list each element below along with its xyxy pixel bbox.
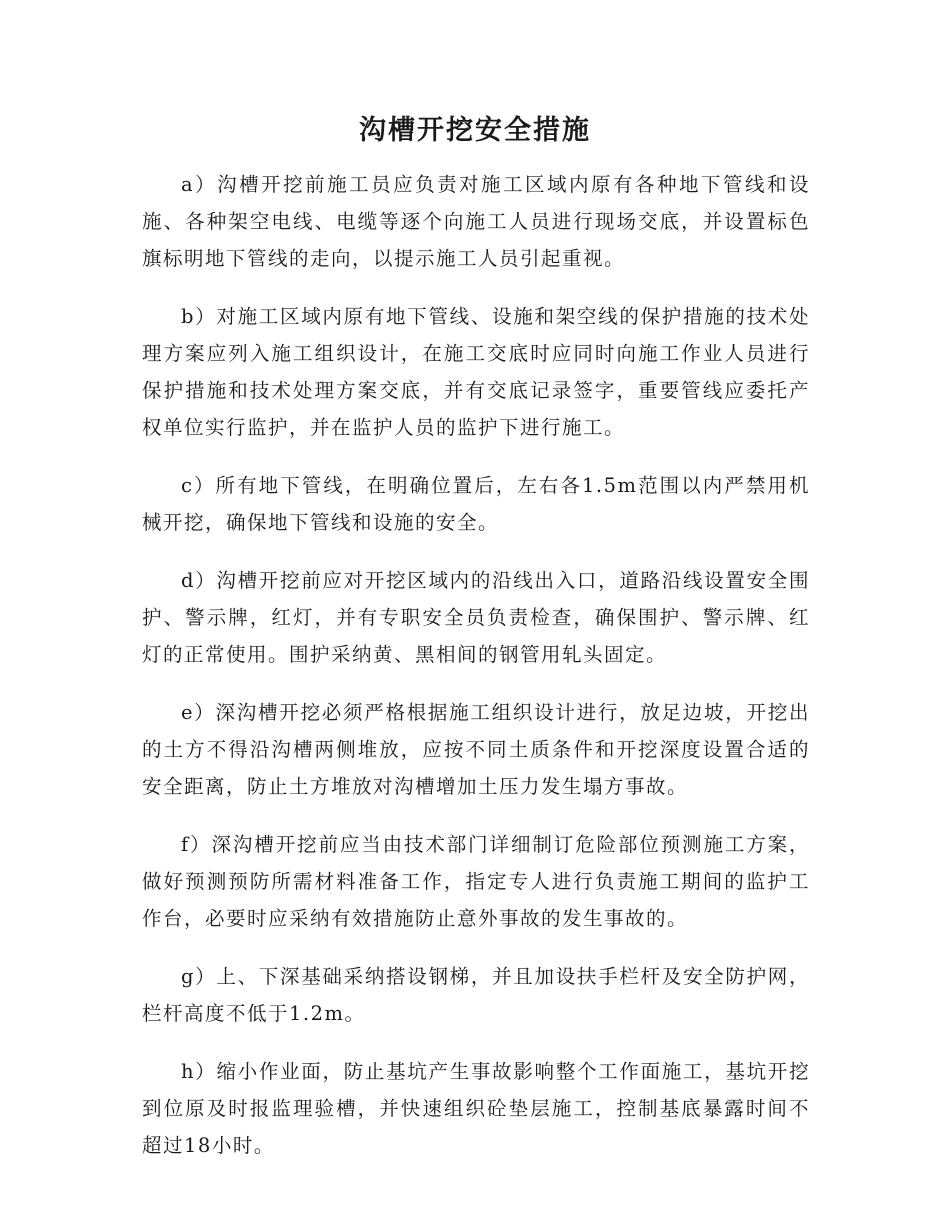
paragraph-a: a）沟槽开挖前施工员应负责对施工区域内原有各种地下管线和设施、各种架空电线、电缆等逐个向施工人员进行现场交底，并设置标色旗标明地下管线的走向，以提示施工人员引起重视。 [142,173,810,270]
paragraph-c: c）所有地下管线，在明确位置后，左右各1.5m范围以内严禁用机械开挖，确保地下管线和设施的安全。 [142,474,810,534]
paragraph-b: b）对施工区域内原有地下管线、设施和架空线的保护措施的技术处理方案应列入施工组织设计，在施工交底时应同时向施工作业人员进行保护措施和技术处理方案交底，并有交底记录签字，重要管线应委托产权单位实行监护，并在监护人员的监护下进行施工。 [142,305,810,439]
paragraph-e: e）深沟槽开挖必须严格根据施工组织设计进行，放足边坡，开挖出的土方不得沿沟槽两侧堆放，应按不同土质条件和开挖深度设置合适的安全距离，防止土方堆放对沟槽增加土压力发生塌方事故。 [142,701,810,798]
paragraph-d: d）沟槽开挖前应对开挖区域内的沿线出入口，道路沿线设置安全围护、警示牌，红灯，并有专职安全员负责检查，确保围护、警示牌、红灯的正常使用。围护采纳黄、黑相间的钢管用轧头固定。 [142,569,810,666]
paragraph-h: h）缩小作业面，防止基坑产生事故影响整个工作面施工，基坑开挖到位原及时报监理验槽，并快速组织砼垫层施工，控制基底暴露时间不超过18小时。 [142,1060,810,1157]
paragraph-f: f）深沟槽开挖前应当由技术部门详细制订危险部位预测施工方案，做好预测预防所需材料准备工作，指定专人进行负责施工期间的监护工作台，必要时应采纳有效措施防止意外事故的发生事故的。 [142,833,810,930]
document-body [142,166,810,1185]
paragraph-g: g）上、下深基础采纳搭设钢梯，并且加设扶手栏杆及安全防护网，栏杆高度不低于1.2m。 [142,965,810,1025]
document-title: 沟槽开挖安全措施 [359,115,591,146]
